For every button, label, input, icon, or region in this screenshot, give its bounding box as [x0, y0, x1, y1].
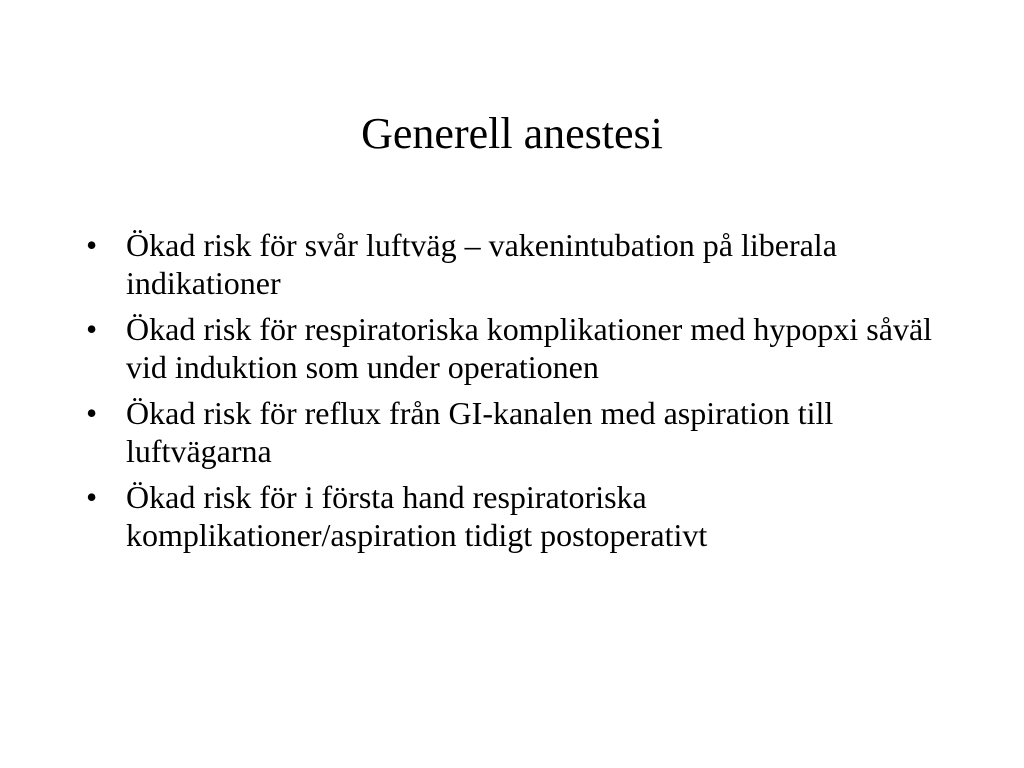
bullet-marker: •: [86, 479, 98, 515]
bullet-item: [86, 478, 946, 554]
bullet-marker: •: [86, 227, 98, 263]
slide-title: Generell anestesi: [361, 109, 663, 158]
bullet-text: Ökad risk för respiratoriska komplikationer med hypopxi såväl vid induktion som under operationen: [126, 311, 933, 385]
bullet-text: Ökad risk för svår luftväg – vakenintubation på liberala indikationer: [126, 227, 837, 301]
bullet-item: [86, 394, 946, 470]
bullet-marker: •: [86, 395, 98, 431]
bullet-marker: •: [86, 311, 98, 347]
bullet-item: [86, 310, 946, 386]
bullet-list: [86, 226, 946, 562]
bullet-text: Ökad risk för i första hand respiratoriska komplikationer/aspiration tidigt postoperativt: [126, 479, 708, 553]
bullet-item: [86, 226, 946, 302]
bullet-text: Ökad risk för reflux från GI-kanalen med aspiration till luftvägarna: [126, 395, 834, 469]
